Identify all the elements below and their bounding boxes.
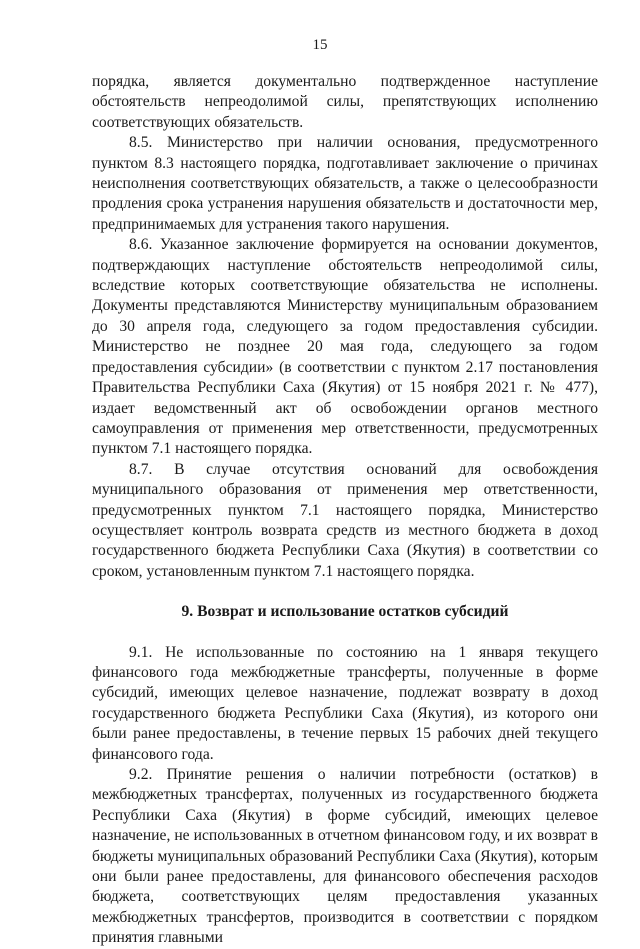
paragraph-9-1: 9.1. Не использованные по состоянию на 1 января текущего финансового года межбюджетные трансферты, полученные в форме субсидий, имеющих целевое назначение, подлежат возврату в доход государственного бюджета Республики Саха (Якутия), из которого они были ранее предоставлены, в течение первых 15 рабочих дней текущего финансового года. [92, 643, 598, 763]
paragraph-8-5: 8.5. Министерство при наличии основания, предусмотренного пунктом 8.3 настоящего порядка, подготавливает заключение о причинах неисполнения соответствующих обязательств, а также о целесообразности продления срока устранения нарушения обязательств и достаточности мер, предпринимаемых для устранения такого нарушения. [92, 134, 598, 233]
page-number: 15 [312, 37, 328, 53]
paragraph-8-7: 8.7. В случае отсутствия оснований для освобождения муниципального образования от применения мер ответственности, предусмотренных пунктом 7.1 настоящего порядка, Министерство осуществляет контроль возврата средств из местного бюджета в доход государственного бюджета Республики Саха (Якутия) в соответствии со сроком, установленным пунктом 7.1 настоящего порядка. [92, 460, 598, 580]
section-heading: 9. Возврат и использование остатков субсидий [181, 603, 509, 621]
document-body [92, 72, 598, 949]
paragraph-9-2: 9.2. Принятие решения о наличии потребности (остатков) в межбюджетных трансфертах, полученных из государственного бюджета Республики Саха (Якутия) в форме субсидий, имеющих целевое назначение, не использованных в отчетном финансовом году, и их возврат в бюджеты муниципальных образований Республики Саха (Якутия), которым они были ранее предоставлены, для финансового обеспечения расходов бюджета, соответствующих целям предоставления указанных межбюджетных трансфертов, производится в соответствии с порядком принятия главными [92, 766, 598, 947]
paragraph-8-6: 8.6. Указанное заключение формируется на основании документов, подтверждающих наступление обстоятельств непреодолимой силы, вследствие которых соответствующие обязательства не исполнены. Документы представляются Министерству муниципальным образованием до 30 апреля года, следующего за годом предоставления субсидии. Министерство не позднее 20 мая года, следующего за годом предоставления субсидии» (в соответствии с пунктом 2.17 постановления Правительства Республики Саха (Якутия) от 15 ноября 2021 г. № 477), издает ведомственный акт об освобождении органов местного самоуправления от применения мер ответственности, предусмотренных пунктом 7.1 настоящего порядка. [92, 236, 598, 458]
paragraph-continuation: порядка, является документально подтвержденное наступление обстоятельств непреодолимой силы, препятствующих исполнению соответствующих обязательств. [92, 73, 598, 131]
